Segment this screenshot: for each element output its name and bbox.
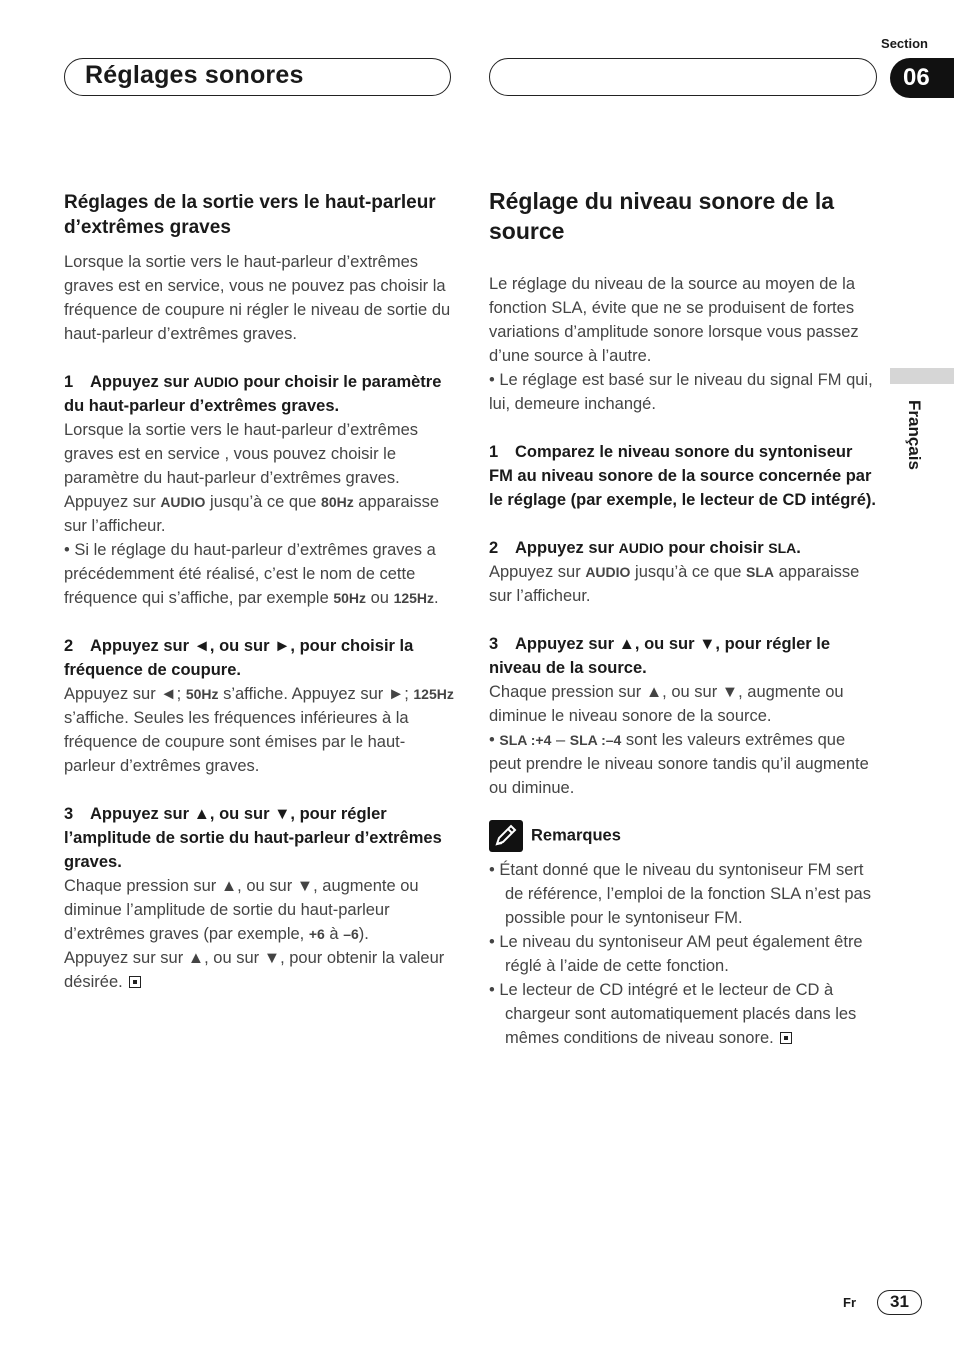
note-item: • Le niveau du syntoniseur AM peut également être réglé à l’aide de cette fonction.: [489, 933, 863, 975]
end-mark-icon: [780, 1032, 792, 1044]
sla-step-3-body: Chaque pression sur ▲, ou sur ▼, augmente ou diminue le niveau sonore de la source.: [489, 683, 844, 725]
header-title-box: [64, 58, 451, 96]
sla-step-2-title: 2 Appuyez sur AUDIO pour choisir SLA.: [489, 539, 801, 557]
note-item: • Le lecteur de CD intégré et le lecteur de CD à chargeur sont automatiquement placés dans les mêmes conditions de niveau sonore.: [489, 981, 857, 1047]
sla-step-1: 1 Comparez le niveau sonore du syntoniseur FM au niveau sonore de la source concernée par le réglage (par exemple, le lecteur de CD intégré).: [489, 443, 876, 509]
section-label: Section: [881, 36, 928, 51]
step-3-title: 3 Appuyez sur ▲, ou sur ▼, pour régler l’amplitude de sortie du haut-parleur d’extrêmes graves.: [64, 805, 442, 871]
note-pencil-icon: [489, 820, 523, 852]
header-empty-box: [489, 58, 877, 96]
sla-intro: Le réglage du niveau de la source au moyen de la fonction SLA, évite que ne se produisent de fortes variations d’amplitude sonore lorsque vous passez d’une source à l’autre.: [489, 275, 859, 365]
sla-intro-bullet: • Le réglage est basé sur le niveau du signal FM qui, lui, demeure inchangé.: [489, 371, 873, 413]
step-2-title: 2 Appuyez sur ◄, ou sur ►, pour choisir la fréquence de coupure.: [64, 637, 414, 679]
language-tab-bar: [890, 368, 954, 384]
step-1-title: 1 Appuyez sur AUDIO pour choisir le paramètre du haut-parleur d’extrêmes graves.: [64, 373, 442, 415]
step-2-body: Appuyez sur ◄; 50Hz s’affiche. Appuyez sur ►; 125Hz s’affiche. Seules les fréquences inférieures à la fréquence de coupure sont émises par le haut-parleur d’extrêmes graves.: [64, 685, 454, 775]
notes-header: [489, 820, 879, 852]
step-1-body: Lorsque la sortie vers le haut-parleur d’extrêmes graves est en service , vous pouvez choisir le paramètre du haut-parleur d’extrêmes graves.: [64, 421, 419, 487]
step-3-body-2: Appuyez sur sur ▲, ou sur ▼, pour obtenir la valeur désirée.: [64, 949, 445, 991]
notes-title: Remarques: [531, 826, 621, 845]
page-number: 31: [877, 1290, 922, 1315]
sla-step-3-title: 3 Appuyez sur ▲, ou sur ▼, pour régler le niveau de la source.: [489, 635, 831, 677]
note-item: • Étant donné que le niveau du syntoniseur FM sert de référence, l’emploi de la fonction SLA n’est pas possible pour le syntoniseur FM.: [489, 861, 871, 927]
language-tab: [900, 400, 928, 490]
sla-heading: Réglage du niveau sonore de la source: [489, 188, 835, 244]
section-number-tab: 06: [890, 58, 954, 98]
subwoofer-intro: Lorsque la sortie vers le haut-parleur d’extrêmes graves est en service, vous ne pouvez pas choisir la fréquence de coupure ni régler le niveau de sortie du haut-parleur d’extrêmes graves.: [64, 253, 451, 343]
step-1-press: Appuyez sur AUDIO jusqu’à ce que 80Hz apparaisse sur l’afficheur.: [64, 493, 440, 535]
footer-language: Fr: [843, 1295, 856, 1310]
sla-step-2-body: Appuyez sur AUDIO jusqu’à ce que SLA apparaisse sur l’afficheur.: [489, 563, 860, 605]
right-column: [489, 186, 879, 1050]
step-3-body: Chaque pression sur ▲, ou sur ▼, augmente ou diminue l’amplitude de sortie du haut-parleur d’extrêmes graves (par exemple, +6 à –6).: [64, 877, 419, 943]
sla-step-3-bullet: • SLA :+4 – SLA :–4 sont les valeurs extrêmes que peut prendre le niveau sonore tandis qu’il augmente ou diminue.: [489, 731, 869, 797]
subwoofer-heading: Réglages de la sortie vers le haut-parleur d’extrêmes graves: [64, 192, 436, 238]
page-title: Réglages sonores: [85, 61, 304, 89]
end-mark-icon: [129, 976, 141, 988]
left-column: [64, 190, 454, 994]
step-1-bullet: • Si le réglage du haut-parleur d’extrêmes graves a précédemment été réalisé, c’est le nom de cette fréquence qui s’affiche, par exemple 50Hz ou 125Hz.: [64, 541, 439, 607]
language-label: Français: [905, 400, 924, 470]
